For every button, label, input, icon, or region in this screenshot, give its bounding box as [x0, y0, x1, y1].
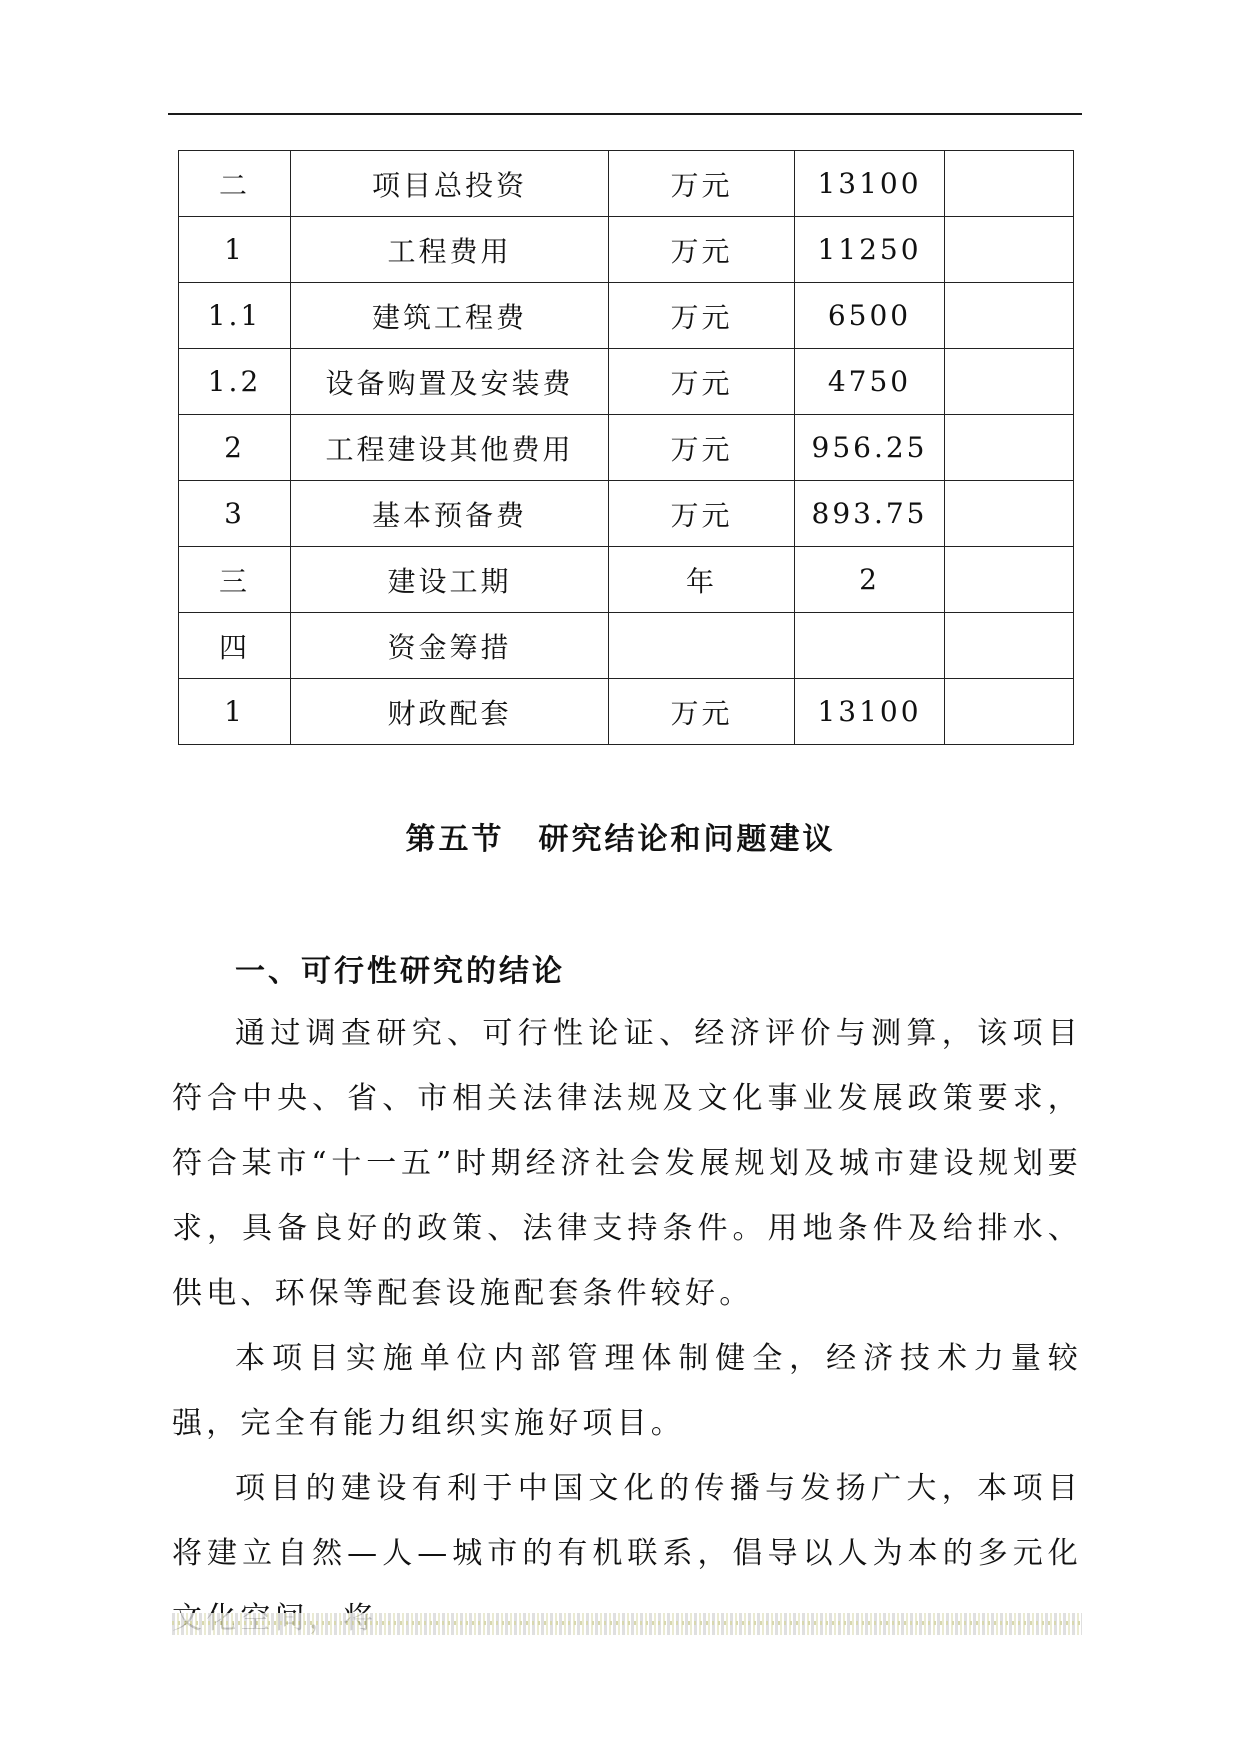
table-row [179, 481, 1074, 547]
paragraph-2 [172, 1326, 1082, 1456]
amount-cell: 13100 [795, 151, 945, 217]
row-index-cell: 3 [179, 481, 291, 547]
unit-cell: 万元 [609, 217, 795, 283]
amount-cell: 11250 [795, 217, 945, 283]
amount-cell: 956.25 [795, 415, 945, 481]
remark-cell [945, 349, 1074, 415]
table-row [179, 679, 1074, 745]
unit-cell: 年 [609, 547, 795, 613]
paragraph-text: 项目的建设有利于中国文化的传播与发扬广大，本项目将建立自然—人—城市的有机联系，倡导以人为本的多元化 [172, 1471, 1082, 1571]
row-index-cell: 三 [179, 547, 291, 613]
amount-cell: 4750 [795, 349, 945, 415]
unit-cell: 万元 [609, 415, 795, 481]
remark-cell [945, 217, 1074, 283]
item-name-cell: 建设工期 [291, 547, 609, 613]
remark-cell [945, 547, 1074, 613]
remark-cell [945, 613, 1074, 679]
investment-table [178, 150, 1074, 745]
table-row [179, 283, 1074, 349]
section-title: 研究结论和问题建议 [538, 822, 836, 857]
investment-table-body [179, 151, 1074, 745]
item-name-cell: 基本预备费 [291, 481, 609, 547]
item-name-cell: 工程费用 [291, 217, 609, 283]
footer-watermark-strip [172, 1613, 1082, 1635]
row-index-cell: 1.1 [179, 283, 291, 349]
table-row [179, 349, 1074, 415]
unit-cell: 万元 [609, 481, 795, 547]
item-name-cell: 工程建设其他费用 [291, 415, 609, 481]
row-index-cell: 二 [179, 151, 291, 217]
item-name-cell: 设备购置及安装费 [291, 349, 609, 415]
header-rule [168, 113, 1082, 115]
amount-cell: 6500 [795, 283, 945, 349]
paragraph-1 [172, 1001, 1082, 1326]
unit-cell: 万元 [609, 349, 795, 415]
section-heading [0, 814, 1241, 858]
paragraph-text: 通过调查研究、可行性论证、经济评价与测算，该项目符合中央、省、市相关法律法规及文化事业发展政策要求，符合某市“十一五”时期经济社会发展规划及城市建设规划要求，具备良好的政策、法律支持条件。用地条件及给排水、供电、环保等配套设施配套条件较好。 [172, 1016, 1082, 1311]
remark-cell [945, 283, 1074, 349]
item-name-cell: 项目总投资 [291, 151, 609, 217]
remark-cell [945, 415, 1074, 481]
table-row [179, 547, 1074, 613]
amount-cell: 2 [795, 547, 945, 613]
item-name-cell: 资金筹措 [291, 613, 609, 679]
remark-cell [945, 151, 1074, 217]
item-name-cell: 财政配套 [291, 679, 609, 745]
table-row [179, 217, 1074, 283]
remark-cell [945, 481, 1074, 547]
amount-cell: 13100 [795, 679, 945, 745]
amount-cell: 893.75 [795, 481, 945, 547]
subheading: 一、可行性研究的结论 [235, 954, 565, 989]
table-row [179, 151, 1074, 217]
item-name-cell: 建筑工程费 [291, 283, 609, 349]
unit-cell: 万元 [609, 151, 795, 217]
unit-cell: 万元 [609, 283, 795, 349]
unit-cell: 万元 [609, 679, 795, 745]
row-index-cell: 四 [179, 613, 291, 679]
table-row [179, 613, 1074, 679]
unit-cell [609, 613, 795, 679]
section-number: 第五节 [405, 822, 505, 857]
paragraph-text: 本项目实施单位内部管理体制健全，经济技术力量较强，完全有能力组织实施好项目。 [172, 1341, 1082, 1441]
row-index-cell: 1 [179, 679, 291, 745]
amount-cell [795, 613, 945, 679]
row-index-cell: 1.2 [179, 349, 291, 415]
row-index-cell: 1 [179, 217, 291, 283]
table-row [179, 415, 1074, 481]
row-index-cell: 2 [179, 415, 291, 481]
remark-cell [945, 679, 1074, 745]
